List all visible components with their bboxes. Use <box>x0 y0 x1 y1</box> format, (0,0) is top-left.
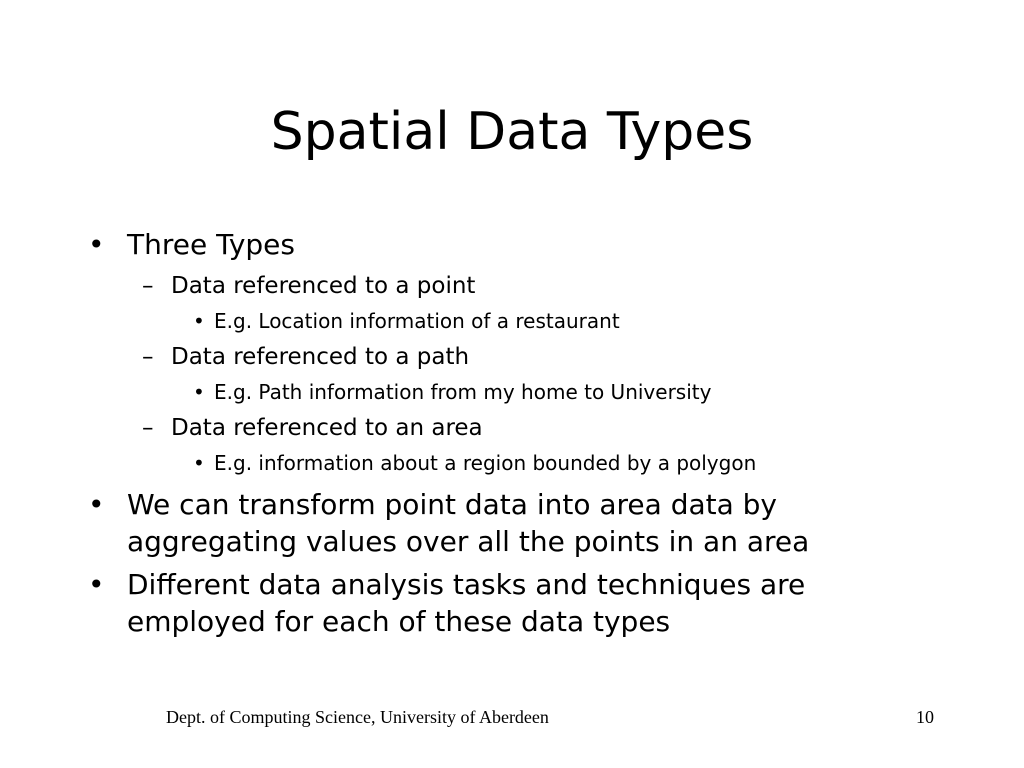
dash-marker: – <box>142 344 154 370</box>
bullet-marker-small: • <box>193 451 205 475</box>
bullet-text-transform-line2: aggregating values over all the points in an area <box>127 525 810 558</box>
subitem-point: Data referenced to a point <box>171 273 476 299</box>
example-path: E.g. Path information from my home to University <box>214 380 712 404</box>
subitem-path: Data referenced to a path <box>171 344 470 370</box>
bullet-marker: • <box>88 228 105 261</box>
bullet-marker-small: • <box>193 380 205 404</box>
bullet-text-analysis-line2: employed for each of these data types <box>127 605 671 638</box>
bullet-marker-small: • <box>193 309 205 333</box>
bullet-text-analysis-line1: Different data analysis tasks and techniques are <box>127 568 806 601</box>
example-point: E.g. Location information of a restaurant <box>214 309 620 333</box>
dash-marker: – <box>142 415 154 441</box>
page-number: 10 <box>916 707 934 727</box>
bullet-text-three-types: Three Types <box>127 228 295 261</box>
footer-text: Dept. of Computing Science, University of Aberdeen <box>166 707 549 727</box>
bullet-text-transform-line1: We can transform point data into area data by <box>127 488 778 521</box>
example-area: E.g. information about a region bounded by a polygon <box>214 451 757 475</box>
bullet-marker: • <box>88 568 105 601</box>
slide-title: Spatial Data Types <box>270 102 754 162</box>
bullet-marker: • <box>88 488 105 521</box>
dash-marker: – <box>142 273 154 299</box>
subitem-area: Data referenced to an area <box>171 415 483 441</box>
